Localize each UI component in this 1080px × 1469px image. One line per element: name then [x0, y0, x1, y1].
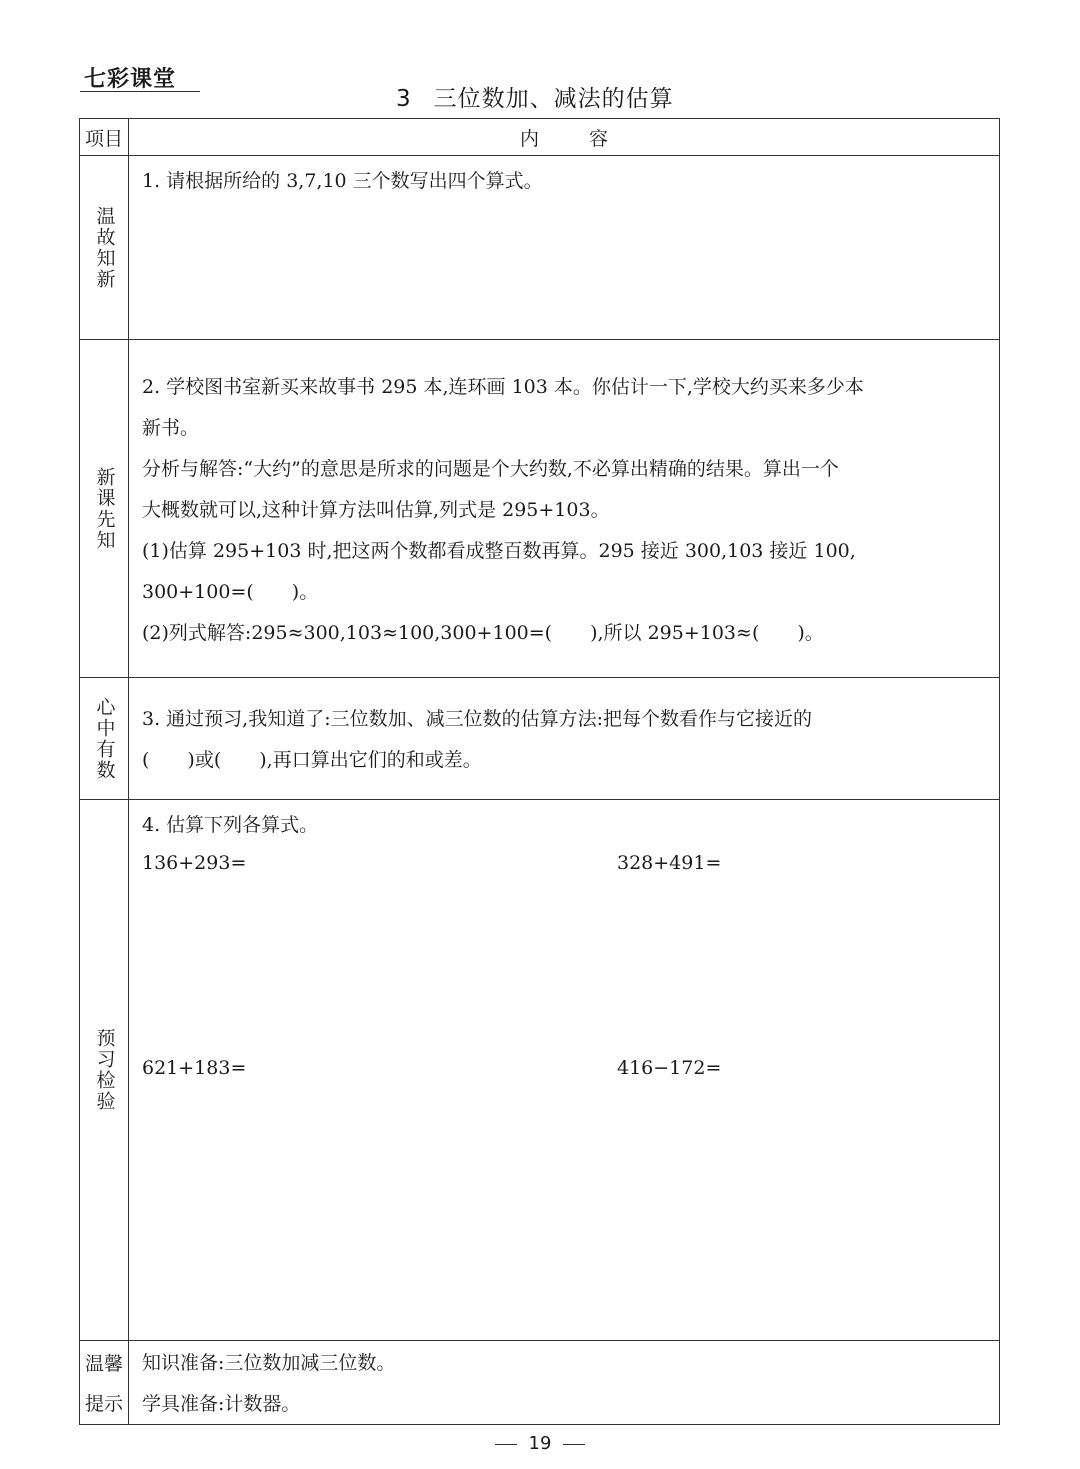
row-divider: [80, 1340, 999, 1341]
header-item-label: 项目: [84, 127, 123, 150]
question-1: 1. 请根据所给的 3,7,10 三个数写出四个算式。: [142, 170, 543, 192]
header-item-cell: [80, 119, 128, 155]
row-divider: [80, 155, 999, 156]
exercise-item: 136+293=: [142, 852, 247, 874]
exercise-item: 328+491=: [617, 852, 722, 874]
page-number: 19: [0, 1433, 1080, 1454]
tips-label-line: 温馨: [84, 1353, 123, 1375]
dash-right: [563, 1444, 585, 1445]
lesson-title: 三位数加、减法的估算: [433, 86, 674, 112]
logo-underline: [80, 91, 200, 92]
section-content-review: [142, 161, 989, 202]
worksheet-table: [79, 118, 1000, 1425]
analysis-line: 分析与解答:“大约”的意思是所求的问题是个大约数,不必算出精确的结果。算出一个: [142, 458, 839, 480]
exercise-item: 621+183=: [142, 1057, 247, 1079]
column-divider: [128, 119, 129, 1424]
step-1-answer: 300+100=( )。: [142, 581, 319, 603]
row-divider: [80, 339, 999, 340]
section-label-summary: 心中有数: [93, 696, 116, 781]
tip-line: 知识准备:三位数加减三位数。: [142, 1352, 396, 1374]
question-3-line: 3. 通过预习,我知道了:三位数加、减三位数的估算方法:把每个数看作与它接近的: [142, 708, 813, 730]
tips-content: [142, 1343, 989, 1425]
question-3-line: ( )或( ),再口算出它们的和或差。: [142, 749, 482, 771]
tips-label-line: 提示: [84, 1393, 123, 1415]
section-label-check: 预习检验: [93, 1028, 116, 1112]
logo-text: 七彩课堂: [84, 67, 177, 92]
section-label-review: 温故知新: [93, 205, 116, 290]
question-2-line: 2. 学校图书室新买来故事书 295 本,连环画 103 本。你估计一下,学校大约买来多少本: [142, 376, 864, 398]
analysis-line: 大概数就可以,这种计算方法叫估算,列式是 295+103。: [142, 499, 610, 521]
section-content-preview: [142, 367, 989, 654]
section-label-preview: 新课先知: [93, 466, 116, 551]
section-content-summary: [142, 699, 989, 781]
dash-left: [495, 1444, 517, 1445]
header-content-label: 内容: [519, 127, 658, 150]
question-2-line: 新书。: [142, 417, 200, 439]
question-4-intro: 4. 估算下列各算式。: [142, 814, 319, 836]
step-1-line: (1)估算 295+103 时,把这两个数都看成整百数再算。295 接近 300,103 接近 100,: [142, 540, 856, 562]
step-2-line: (2)列式解答:295≈300,103≈100,300+100=( ),所以 295+103≈( )。: [142, 622, 824, 644]
row-divider: [80, 677, 999, 678]
header-content-cell: [129, 119, 999, 155]
row-divider: [80, 799, 999, 800]
lesson-number: 3: [396, 86, 412, 112]
page-title: [396, 80, 674, 113]
brand-logo: [80, 58, 200, 94]
exercise-item: 416−172=: [617, 1057, 722, 1079]
tip-line: 学具准备:计数器。: [142, 1393, 301, 1415]
